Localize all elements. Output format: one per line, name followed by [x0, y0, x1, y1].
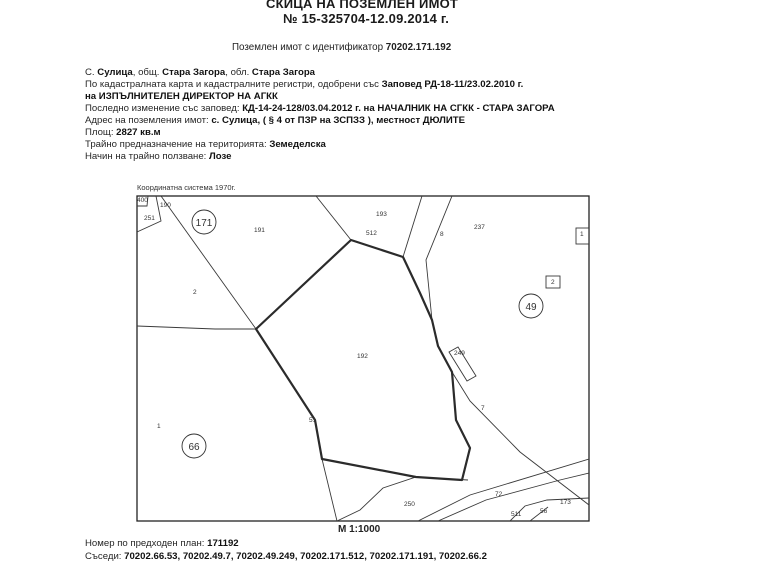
label-191: 191: [254, 227, 265, 234]
identifier-value: 70202.171.192: [385, 42, 452, 53]
label-250: 250: [404, 501, 415, 508]
document-title: СКИЦА НА ПОЗЕМЛЕН ИМОТ: [266, 0, 459, 11]
purpose-value: Земеделска: [269, 139, 326, 150]
approval-text: По кадастралната карта и кадастралните регистри, одобрени със: [85, 79, 382, 90]
village-name: Сулица: [97, 67, 133, 78]
municipality-prefix: , общ.: [132, 67, 163, 78]
label-190: 190: [160, 202, 171, 209]
region-name: Стара Загора: [251, 67, 316, 78]
region-prefix: , обл.: [225, 67, 252, 78]
boundary-173: [510, 498, 589, 521]
boundary-250: [337, 477, 468, 521]
approval-order: Заповед РД-18-11/23.02.2010 г.: [381, 79, 524, 90]
label-237: 237: [474, 224, 485, 231]
label-2: 2: [193, 289, 197, 296]
boundary-diagonal: [161, 196, 337, 521]
approval-authority: на ИЗПЪЛНИТЕЛЕН ДИРЕКТОР НА АГКК: [85, 91, 278, 102]
coordinate-system-label: Координатна система 1970г.: [137, 183, 236, 192]
label-72: 72: [495, 491, 503, 498]
municipality-name: Стара Загора: [162, 67, 226, 78]
previous-plan-line: [85, 538, 239, 550]
usage-value: Лозе: [209, 151, 232, 162]
label-511: 511: [511, 511, 522, 518]
label-512: 512: [366, 230, 377, 237]
subject-parcel-192: [256, 240, 470, 480]
strip-line-a: [418, 459, 589, 521]
label-173: 173: [560, 499, 571, 506]
neighbors-line: [85, 551, 487, 563]
last-change-label: Последно изменение със заповед:: [85, 103, 243, 114]
area-label: Площ:: [85, 127, 117, 138]
label-1: 1: [157, 423, 161, 430]
identifier-label: Поземлен имот с идентификатор: [232, 42, 384, 53]
label-251: 251: [144, 215, 155, 222]
label-51: 51: [309, 417, 317, 424]
boundary-237: [426, 196, 452, 320]
area-value: 2827 кв.м: [116, 127, 161, 138]
last-change-value: КД-14-24-128/03.04.2012 г. на НАЧАЛНИК НА СГКК - СТАРА ЗАГОРА: [242, 103, 555, 114]
label-400: 400: [137, 197, 148, 204]
previous-plan-label: Номер по предходен план:: [85, 538, 208, 549]
document-number: № 15-325704-12.09.2014 г.: [283, 11, 450, 26]
purpose-label: Трайно предназначение на територията:: [85, 139, 270, 150]
map-scale: М 1:1000: [338, 524, 381, 535]
circle-171-label: 171: [195, 218, 213, 229]
label-249: 249: [454, 350, 465, 357]
circle-49-label: 49: [525, 302, 537, 313]
address-value: с. Сулица, ( § 4 от ПЗР на ЗСПЗЗ ), местност ДЮЛИТЕ: [211, 115, 466, 126]
usage-label: Начин на трайно ползване:: [85, 151, 210, 162]
label-1-box: 1: [580, 231, 584, 238]
label-193: 193: [376, 211, 387, 218]
location-prefix: С.: [85, 67, 98, 78]
previous-plan-value: 171192: [207, 538, 239, 549]
boundary-parcel-2: [137, 326, 256, 329]
label-2-box: 2: [551, 279, 555, 286]
label-7: 7: [481, 405, 485, 412]
circle-66-label: 66: [188, 442, 200, 453]
boundary-193: [316, 196, 422, 257]
label-56: 56: [540, 508, 548, 515]
neighbors-value: 70202.66.53, 70202.49.7, 70202.49.249, 70202.171.512, 70202.171.191, 70202.66.2: [124, 551, 487, 562]
label-192: 192: [357, 353, 368, 360]
neighbors-label: Съседи:: [85, 551, 125, 562]
address-label: Адрес на поземления имот:: [85, 115, 212, 126]
label-8: 8: [440, 231, 444, 238]
